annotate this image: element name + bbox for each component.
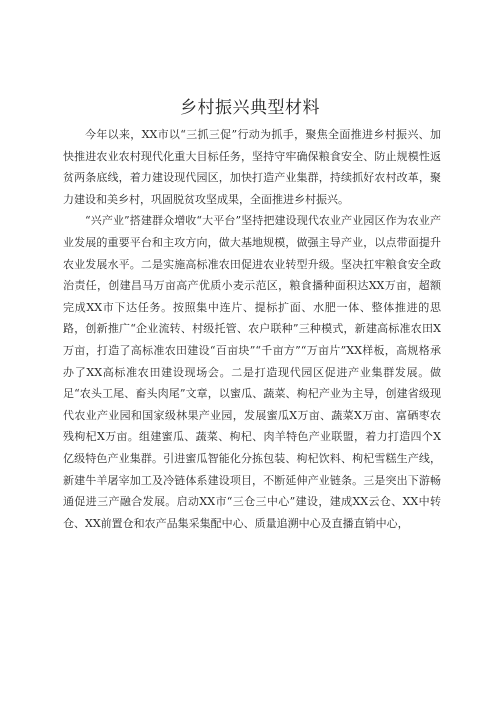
- document-title: 乡村振兴典型材料: [180, 98, 320, 118]
- paragraph-industry: “兴产业”搭建群众增收“大平台”坚持把建设现代农业产业园区作为农业产业发展的重要平台和主攻方向，做大基地规模，做强主导产业，以点带面提升农业发展水平。二是实施高标准农田促进农业转型升级。坚决扛牢粮食安全政治责任，创建昌马万亩高产优质小麦示范区，粮食播种面积达XX万亩，超额完成XX市下达任务。按照集中连片、提标扩面、水肥一体、整体推进的思路，创新推广“企业流转、村级托管、农户联种”三种模式，新建高标准农田X万亩，打造了高标准农田建设“百亩块”“千亩方”“万亩片”XX样板，高规格承办了XX高标准农田建设现场会。二是打造现代园区促进产业集群发展。做足“农头工尾、畜头肉尾”文章，以蜜瓜、蔬菜、枸杞产业为主导，创建省级现代农业产业园和国家级林果产业园，发展蜜瓜X万亩、蔬菜X万亩、富硒枣农残枸杞X万亩。组建蜜瓜、蔬菜、枸杞、肉羊特色产业联盟，着力打造四个X亿级特色产业集群。引进蜜瓜智能化分拣包装、枸杞饮料、枸杞雪糕生产线，新建牛羊屠宰加工及冷链体系建设项目，不断延伸产业链条。三是突出下游畅通促进三产融合发展。启动XX市“三仓三中心”建设，建成XX云仓、XX中转仓、XX前置仓和农产品集采集配中心、质量追溯中心及直播直销中心，: [63, 214, 441, 530]
- paragraph-intro: 今年以来，XX市以“三抓三促”行动为抓手，聚焦全面推进乡村振兴、加快推进农业农村现代化重大目标任务，坚持守牢确保粮食安全、防止规模性返贫两条底线，着力建设现代园区，加快打造产业集群，持续抓好农村改革，聚力建设和美乡村，巩固脱贫攻坚成果，全面推进乡村振兴。: [63, 128, 441, 206]
- document-body: [63, 124, 441, 534]
